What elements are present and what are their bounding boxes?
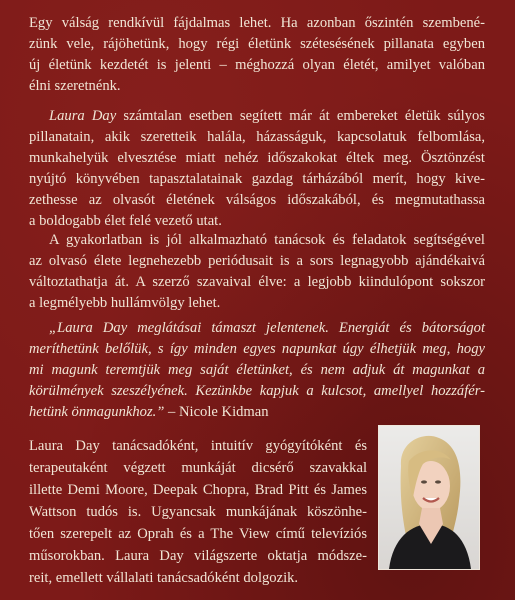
quote-line: „Laura Day meglátásai támaszt jelentenek. Energiát és bátorságot — [49, 320, 485, 336]
paragraph-author-help — [29, 106, 485, 232]
quote-line: mi magunk teremtjük meg saját életünket, és nem adjuk át magunkat a — [29, 362, 485, 378]
bio-line: terapeutaként végzett munkáját dicsérő szavakkal — [29, 460, 367, 476]
text-line: változtathatja át. A szerző szavaival élve: a legjobb kiindulópont sokszor — [29, 274, 485, 290]
text-line: az olvasó élete legnehezebb periódusait is a sors legnagyobb ajándékaivá — [29, 253, 485, 269]
quote-end: hetünk önmagunkhoz.” — [29, 404, 165, 420]
quote-line-last — [29, 402, 485, 423]
text-fragment: számtalan esetben segített már át embereket életük súlyos — [116, 108, 485, 124]
text-line: Egy válság rendkívül fájdalmas lehet. Ha azonban őszintén szembené- — [29, 15, 485, 31]
author-photo — [378, 425, 480, 570]
text-line: a legmélyebb hullámvölgy lehet. — [29, 295, 221, 311]
author-name: Laura Day — [49, 108, 117, 124]
text-line: zünk vele, rájöhetünk, hogy régi életünk szétesésének pillanata egyben — [29, 36, 485, 52]
author-portrait-image — [379, 426, 479, 569]
quote-line: körülmények szeszélyének. Kezünkbe kapjuk a kulcsot, amellyel hozzáfér- — [29, 383, 485, 399]
text-line: pillanatain, akik szeretteik halála, házasságuk, kapcsolatuk felbomlása, — [29, 129, 485, 145]
quote-attribution: – Nicole Kidman — [164, 404, 269, 420]
bio-line: Wattson tudós is. Ugyancsak munkájának köszönhe- — [29, 504, 367, 520]
bio-line: műsorokban. Laura Day világszerte oktatja módsze- — [29, 548, 367, 564]
paragraph-intro — [29, 13, 485, 97]
text-line-first — [29, 106, 485, 127]
bio-line: illette Demi Moore, Deepak Chopra, Brad Pitt és James — [29, 482, 367, 498]
text-line: munkahelyük elvesztése miatt nehéz időszakokat éltek meg. Ösztönzést — [29, 150, 485, 166]
author-bio — [29, 435, 367, 589]
text-line: a boldogabb élet felé vezető utat. — [29, 213, 222, 229]
text-line: új életünk kezdetét is jelenti – méghozzá olyan életét, amilyet valóban — [29, 57, 485, 73]
bio-line: Laura Day tanácsadóként, intuitív gyógyítóként és — [29, 438, 367, 454]
text-line: nyújtó könyvében tapasztalatainak gazdag tárházából merít, hogy kive- — [29, 171, 485, 187]
quote-line: meríthetünk belőlük, s így minden egyes napunkat úgy élhetjük meg, hogy — [29, 341, 485, 357]
text-line: A gyakorlatban is jól alkalmazható tanácsok és feladatok segítségével — [49, 232, 485, 248]
paragraph-practical — [29, 230, 485, 314]
quote-block — [29, 318, 485, 423]
text-line: élni szeretnénk. — [29, 78, 121, 94]
text-line: zethesse az olvasót életének válságos időszakából, és megmutathassa — [29, 192, 485, 208]
bio-line: reit, emellett vállalati tanácsadóként dolgozik. — [29, 570, 299, 586]
bio-line: tően szerepelt az Oprah és a The View című televíziós — [29, 526, 367, 542]
